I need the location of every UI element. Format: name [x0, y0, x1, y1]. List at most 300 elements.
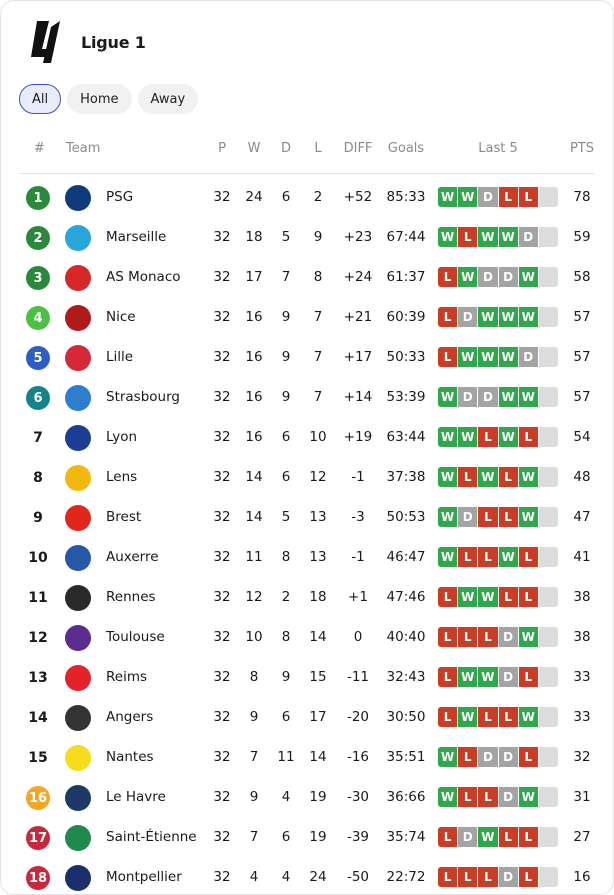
- team-name[interactable]: Strasbourg: [106, 389, 180, 405]
- form-result: D: [458, 827, 478, 847]
- form-result: W: [519, 627, 539, 647]
- last5-form: [438, 627, 558, 647]
- form-result: L: [519, 827, 539, 847]
- table-row[interactable]: [1, 498, 614, 538]
- team-name[interactable]: Lens: [106, 469, 138, 485]
- goal-diff-value: +21: [343, 309, 373, 325]
- played-value: 32: [213, 509, 231, 525]
- goal-diff-value: -3: [351, 509, 365, 525]
- goal-diff-value: -30: [346, 789, 370, 805]
- drawn-value: 6: [281, 469, 291, 485]
- table-row[interactable]: [1, 778, 614, 818]
- form-result: L: [438, 827, 458, 847]
- played-value: 32: [213, 629, 231, 645]
- header-divider: [19, 173, 595, 174]
- played-value: 32: [213, 389, 231, 405]
- form-result: W: [519, 387, 539, 407]
- filter-all-tab[interactable]: All: [19, 84, 61, 114]
- won-value: 8: [249, 669, 259, 685]
- last5-form: [438, 707, 558, 727]
- form-result: W: [519, 787, 539, 807]
- form-result: L: [519, 427, 539, 447]
- goal-diff-value: 0: [353, 629, 363, 645]
- rank-badge: 17: [26, 826, 50, 850]
- form-result: W: [499, 427, 519, 447]
- goals-value: 85:33: [386, 189, 426, 205]
- team-name[interactable]: AS Monaco: [106, 269, 181, 285]
- form-result: D: [478, 387, 498, 407]
- drawn-value: 6: [281, 429, 291, 445]
- played-value: 32: [213, 469, 231, 485]
- form-result: L: [458, 867, 478, 887]
- form-result: L: [499, 507, 519, 527]
- drawn-value: 6: [281, 829, 291, 845]
- form-result: W: [478, 587, 498, 607]
- rank-badge: 10: [28, 550, 48, 566]
- played-value: 32: [213, 549, 231, 565]
- drawn-value: 7: [281, 269, 291, 285]
- form-result: W: [499, 347, 519, 367]
- lost-value: 8: [313, 269, 323, 285]
- team-crest-icon: [65, 705, 91, 731]
- last5-form: [438, 547, 558, 567]
- form-result: L: [438, 667, 458, 687]
- lost-value: 14: [309, 629, 327, 645]
- form-result: W: [458, 427, 478, 447]
- team-name[interactable]: Angers: [106, 709, 154, 725]
- rank-badge: 3: [26, 266, 50, 290]
- form-empty-slot: [539, 387, 558, 407]
- drawn-value: 9: [281, 309, 291, 325]
- form-result: L: [438, 867, 458, 887]
- team-crest-icon: [65, 345, 91, 371]
- last5-form: [438, 507, 558, 527]
- table-row[interactable]: [1, 458, 614, 498]
- last5-form: [438, 667, 558, 687]
- goal-diff-value: -11: [346, 669, 370, 685]
- points-value: 27: [573, 829, 591, 845]
- won-value: 9: [249, 789, 259, 805]
- team-crest-icon: [65, 225, 91, 251]
- lost-value: 24: [309, 869, 327, 885]
- rank-badge: 5: [26, 346, 50, 370]
- goal-diff-value: -1: [351, 549, 365, 565]
- filter-away-tab[interactable]: Away: [138, 84, 199, 114]
- team-name[interactable]: Brest: [106, 509, 142, 525]
- team-crest-icon: [65, 305, 91, 331]
- form-result: L: [478, 507, 498, 527]
- team-name[interactable]: Marseille: [106, 229, 167, 245]
- form-empty-slot: [539, 867, 558, 887]
- played-value: 32: [213, 709, 231, 725]
- played-value: 32: [213, 269, 231, 285]
- form-empty-slot: [539, 187, 558, 207]
- form-result: L: [458, 547, 478, 567]
- lost-value: 17: [309, 709, 327, 725]
- form-result: L: [478, 427, 498, 447]
- table-row[interactable]: [1, 338, 614, 378]
- won-value: 12: [245, 589, 263, 605]
- goals-value: 30:50: [386, 709, 426, 725]
- rank-badge: 14: [28, 710, 48, 726]
- form-result: W: [499, 227, 519, 247]
- team-name[interactable]: Reims: [106, 669, 148, 685]
- form-result: D: [499, 747, 519, 767]
- form-result: L: [499, 467, 519, 487]
- form-empty-slot: [539, 587, 558, 607]
- goals-value: 50:33: [386, 349, 426, 365]
- form-result: L: [478, 707, 498, 727]
- won-value: 16: [245, 389, 263, 405]
- form-result: L: [499, 707, 519, 727]
- table-row[interactable]: [1, 378, 614, 418]
- table-row[interactable]: [1, 618, 614, 658]
- team-crest-icon: [65, 505, 91, 531]
- rank-badge: 1: [26, 186, 50, 210]
- rank-badge: 9: [33, 510, 43, 526]
- won-value: 18: [245, 229, 263, 245]
- form-result: L: [478, 627, 498, 647]
- table-header: [1, 141, 614, 159]
- played-value: 32: [213, 869, 231, 885]
- form-result: L: [478, 787, 498, 807]
- drawn-value: 8: [281, 549, 291, 565]
- drawn-value: 4: [281, 789, 291, 805]
- points-value: 38: [573, 589, 591, 605]
- col-played-header: P: [218, 141, 226, 156]
- col-lost-header: L: [314, 141, 322, 156]
- played-value: 32: [213, 749, 231, 765]
- goals-value: 61:37: [386, 269, 426, 285]
- form-result: L: [438, 627, 458, 647]
- form-result: L: [438, 587, 458, 607]
- team-name[interactable]: Le Havre: [106, 789, 166, 805]
- points-value: 41: [573, 549, 591, 565]
- goals-value: 53:39: [386, 389, 426, 405]
- form-result: D: [478, 267, 498, 287]
- goal-diff-value: +24: [343, 269, 373, 285]
- form-result: D: [458, 387, 478, 407]
- team-crest-icon: [65, 665, 91, 691]
- table-row[interactable]: [1, 298, 614, 338]
- last5-form: [438, 347, 558, 367]
- form-result: W: [458, 587, 478, 607]
- goals-value: 63:44: [386, 429, 426, 445]
- form-result: D: [458, 507, 478, 527]
- form-result: W: [478, 227, 498, 247]
- form-result: D: [458, 307, 478, 327]
- form-result: W: [519, 707, 539, 727]
- team-crest-icon: [65, 865, 91, 891]
- won-value: 16: [245, 309, 263, 325]
- lost-value: 19: [309, 789, 327, 805]
- lost-value: 10: [309, 429, 327, 445]
- rank-badge: 15: [28, 750, 48, 766]
- drawn-value: 6: [281, 709, 291, 725]
- col-last5-header: Last 5: [478, 141, 518, 156]
- form-empty-slot: [539, 307, 558, 327]
- last5-form: [438, 747, 558, 767]
- goals-value: 40:40: [386, 629, 426, 645]
- goals-value: 35:51: [386, 749, 426, 765]
- lost-value: 7: [313, 389, 323, 405]
- rank-badge: 11: [28, 590, 48, 606]
- form-result: L: [438, 707, 458, 727]
- team-crest-icon: [65, 625, 91, 651]
- goal-diff-value: +14: [343, 389, 373, 405]
- col-pts-header: PTS: [569, 141, 595, 156]
- team-name[interactable]: Nice: [106, 309, 136, 325]
- won-value: 24: [245, 189, 263, 205]
- rank-badge: 4: [26, 306, 50, 330]
- rank-badge: 12: [28, 630, 48, 646]
- rank-badge: 7: [33, 430, 43, 446]
- form-result: D: [499, 627, 519, 647]
- table-row[interactable]: [1, 818, 614, 858]
- form-empty-slot: [539, 427, 558, 447]
- col-rank-header: #: [34, 141, 45, 156]
- form-result: L: [519, 587, 539, 607]
- won-value: 10: [245, 629, 263, 645]
- team-name[interactable]: Montpellier: [106, 869, 182, 885]
- form-result: L: [499, 187, 519, 207]
- lost-value: 14: [309, 749, 327, 765]
- team-crest-icon: [65, 745, 91, 771]
- rank-badge: 18: [26, 866, 50, 890]
- points-value: 57: [573, 349, 591, 365]
- last5-form: [438, 427, 558, 447]
- team-crest-icon: [65, 585, 91, 611]
- won-value: 11: [245, 549, 263, 565]
- lost-value: 13: [309, 549, 327, 565]
- form-result: L: [499, 827, 519, 847]
- points-value: 78: [573, 189, 591, 205]
- lost-value: 9: [313, 229, 323, 245]
- form-result: D: [499, 787, 519, 807]
- form-result: W: [478, 347, 498, 367]
- team-name[interactable]: Auxerre: [106, 549, 159, 565]
- league-header: [29, 19, 146, 65]
- table-row[interactable]: [1, 218, 614, 258]
- form-result: W: [478, 307, 498, 327]
- form-result: L: [458, 747, 478, 767]
- points-value: 33: [573, 709, 591, 725]
- team-crest-icon: [65, 465, 91, 491]
- drawn-value: 2: [281, 589, 291, 605]
- form-result: W: [438, 747, 458, 767]
- lost-value: 7: [313, 309, 323, 325]
- form-result: L: [478, 547, 498, 567]
- form-result: W: [458, 667, 478, 687]
- drawn-value: 4: [281, 869, 291, 885]
- goals-value: 46:47: [386, 549, 426, 565]
- goals-value: 37:38: [386, 469, 426, 485]
- form-result: D: [519, 227, 539, 247]
- form-empty-slot: [539, 707, 558, 727]
- form-result: D: [519, 347, 539, 367]
- ligue1-logo-icon: [29, 19, 61, 65]
- form-result: L: [478, 867, 498, 887]
- form-result: W: [458, 267, 478, 287]
- form-result: W: [499, 307, 519, 327]
- form-result: W: [438, 467, 458, 487]
- goals-value: 50:53: [386, 509, 426, 525]
- col-diff-header: DIFF: [343, 141, 373, 156]
- drawn-value: 9: [281, 349, 291, 365]
- venue-filter-tabs: [19, 84, 198, 114]
- form-result: L: [458, 787, 478, 807]
- col-drawn-header: D: [280, 141, 291, 156]
- won-value: 14: [245, 469, 263, 485]
- team-name[interactable]: Nantes: [106, 749, 154, 765]
- rank-badge: 16: [26, 786, 50, 810]
- last5-form: [438, 187, 558, 207]
- filter-home-tab[interactable]: Home: [67, 84, 131, 114]
- drawn-value: 8: [281, 629, 291, 645]
- won-value: 14: [245, 509, 263, 525]
- team-name[interactable]: PSG: [106, 189, 134, 205]
- lost-value: 13: [309, 509, 327, 525]
- table-row[interactable]: [1, 418, 614, 458]
- last5-form: [438, 827, 558, 847]
- won-value: 17: [245, 269, 263, 285]
- team-name[interactable]: Lille: [106, 349, 134, 365]
- table-row[interactable]: [1, 258, 614, 298]
- points-value: 57: [573, 309, 591, 325]
- played-value: 32: [213, 669, 231, 685]
- form-empty-slot: [539, 827, 558, 847]
- lost-value: 15: [309, 669, 327, 685]
- form-empty-slot: [539, 667, 558, 687]
- form-result: W: [438, 387, 458, 407]
- form-result: W: [499, 547, 519, 567]
- goal-diff-value: -1: [351, 469, 365, 485]
- team-name[interactable]: Toulouse: [106, 629, 165, 645]
- points-value: 38: [573, 629, 591, 645]
- played-value: 32: [213, 429, 231, 445]
- form-result: W: [438, 547, 458, 567]
- form-result: W: [438, 507, 458, 527]
- team-name[interactable]: Lyon: [106, 429, 138, 445]
- last5-form: [438, 787, 558, 807]
- drawn-value: 11: [277, 749, 295, 765]
- form-result: W: [478, 827, 498, 847]
- form-empty-slot: [539, 547, 558, 567]
- played-value: 32: [213, 789, 231, 805]
- drawn-value: 5: [281, 229, 291, 245]
- form-result: L: [519, 187, 539, 207]
- form-result: L: [519, 867, 539, 887]
- form-empty-slot: [539, 627, 558, 647]
- goal-diff-value: +17: [343, 349, 373, 365]
- form-result: D: [478, 187, 498, 207]
- form-result: D: [478, 747, 498, 767]
- table-row[interactable]: [1, 578, 614, 618]
- drawn-value: 9: [281, 389, 291, 405]
- form-empty-slot: [539, 787, 558, 807]
- goals-value: 35:74: [386, 829, 426, 845]
- table-row[interactable]: [1, 738, 614, 778]
- form-empty-slot: [539, 747, 558, 767]
- lost-value: 2: [313, 189, 323, 205]
- goals-value: 22:72: [386, 869, 426, 885]
- rank-badge: 2: [26, 226, 50, 250]
- table-row[interactable]: [1, 658, 614, 698]
- form-empty-slot: [539, 467, 558, 487]
- table-row[interactable]: [1, 698, 614, 738]
- points-value: 32: [573, 749, 591, 765]
- won-value: 7: [249, 749, 259, 765]
- won-value: 16: [245, 429, 263, 445]
- goals-value: 67:44: [386, 229, 426, 245]
- form-result: W: [519, 267, 539, 287]
- form-result: W: [519, 467, 539, 487]
- form-result: W: [458, 707, 478, 727]
- form-result: W: [458, 187, 478, 207]
- form-empty-slot: [539, 507, 558, 527]
- table-row[interactable]: [1, 538, 614, 578]
- last5-form: [438, 467, 558, 487]
- form-result: W: [438, 227, 458, 247]
- goal-diff-value: +23: [343, 229, 373, 245]
- points-value: 31: [573, 789, 591, 805]
- points-value: 16: [573, 869, 591, 885]
- won-value: 16: [245, 349, 263, 365]
- form-result: D: [499, 667, 519, 687]
- form-result: W: [519, 307, 539, 327]
- rank-badge: 8: [33, 470, 43, 486]
- last5-form: [438, 307, 558, 327]
- team-crest-icon: [65, 185, 91, 211]
- lost-value: 7: [313, 349, 323, 365]
- col-team-header: Team: [66, 141, 101, 156]
- form-result: W: [438, 787, 458, 807]
- form-empty-slot: [539, 347, 558, 367]
- form-empty-slot: [539, 227, 558, 247]
- team-crest-icon: [65, 385, 91, 411]
- team-name[interactable]: Saint-Étienne: [106, 829, 197, 845]
- rank-badge: 13: [28, 670, 48, 686]
- points-value: 48: [573, 469, 591, 485]
- form-result: L: [438, 347, 458, 367]
- goal-diff-value: -39: [346, 829, 370, 845]
- team-name[interactable]: Rennes: [106, 589, 156, 605]
- last5-form: [438, 867, 558, 887]
- drawn-value: 6: [281, 189, 291, 205]
- played-value: 32: [213, 349, 231, 365]
- form-result: L: [438, 267, 458, 287]
- form-result: L: [499, 587, 519, 607]
- team-crest-icon: [65, 825, 91, 851]
- points-value: 54: [573, 429, 591, 445]
- goal-diff-value: -50: [346, 869, 370, 885]
- table-row[interactable]: [1, 858, 614, 895]
- table-row[interactable]: [1, 178, 614, 218]
- goal-diff-value: +19: [343, 429, 373, 445]
- goal-diff-value: -16: [346, 749, 370, 765]
- lost-value: 19: [309, 829, 327, 845]
- form-result: W: [478, 467, 498, 487]
- form-result: L: [458, 227, 478, 247]
- form-empty-slot: [539, 267, 558, 287]
- form-result: W: [519, 507, 539, 527]
- last5-form: [438, 387, 558, 407]
- points-value: 47: [573, 509, 591, 525]
- played-value: 32: [213, 189, 231, 205]
- last5-form: [438, 267, 558, 287]
- played-value: 32: [213, 589, 231, 605]
- drawn-value: 5: [281, 509, 291, 525]
